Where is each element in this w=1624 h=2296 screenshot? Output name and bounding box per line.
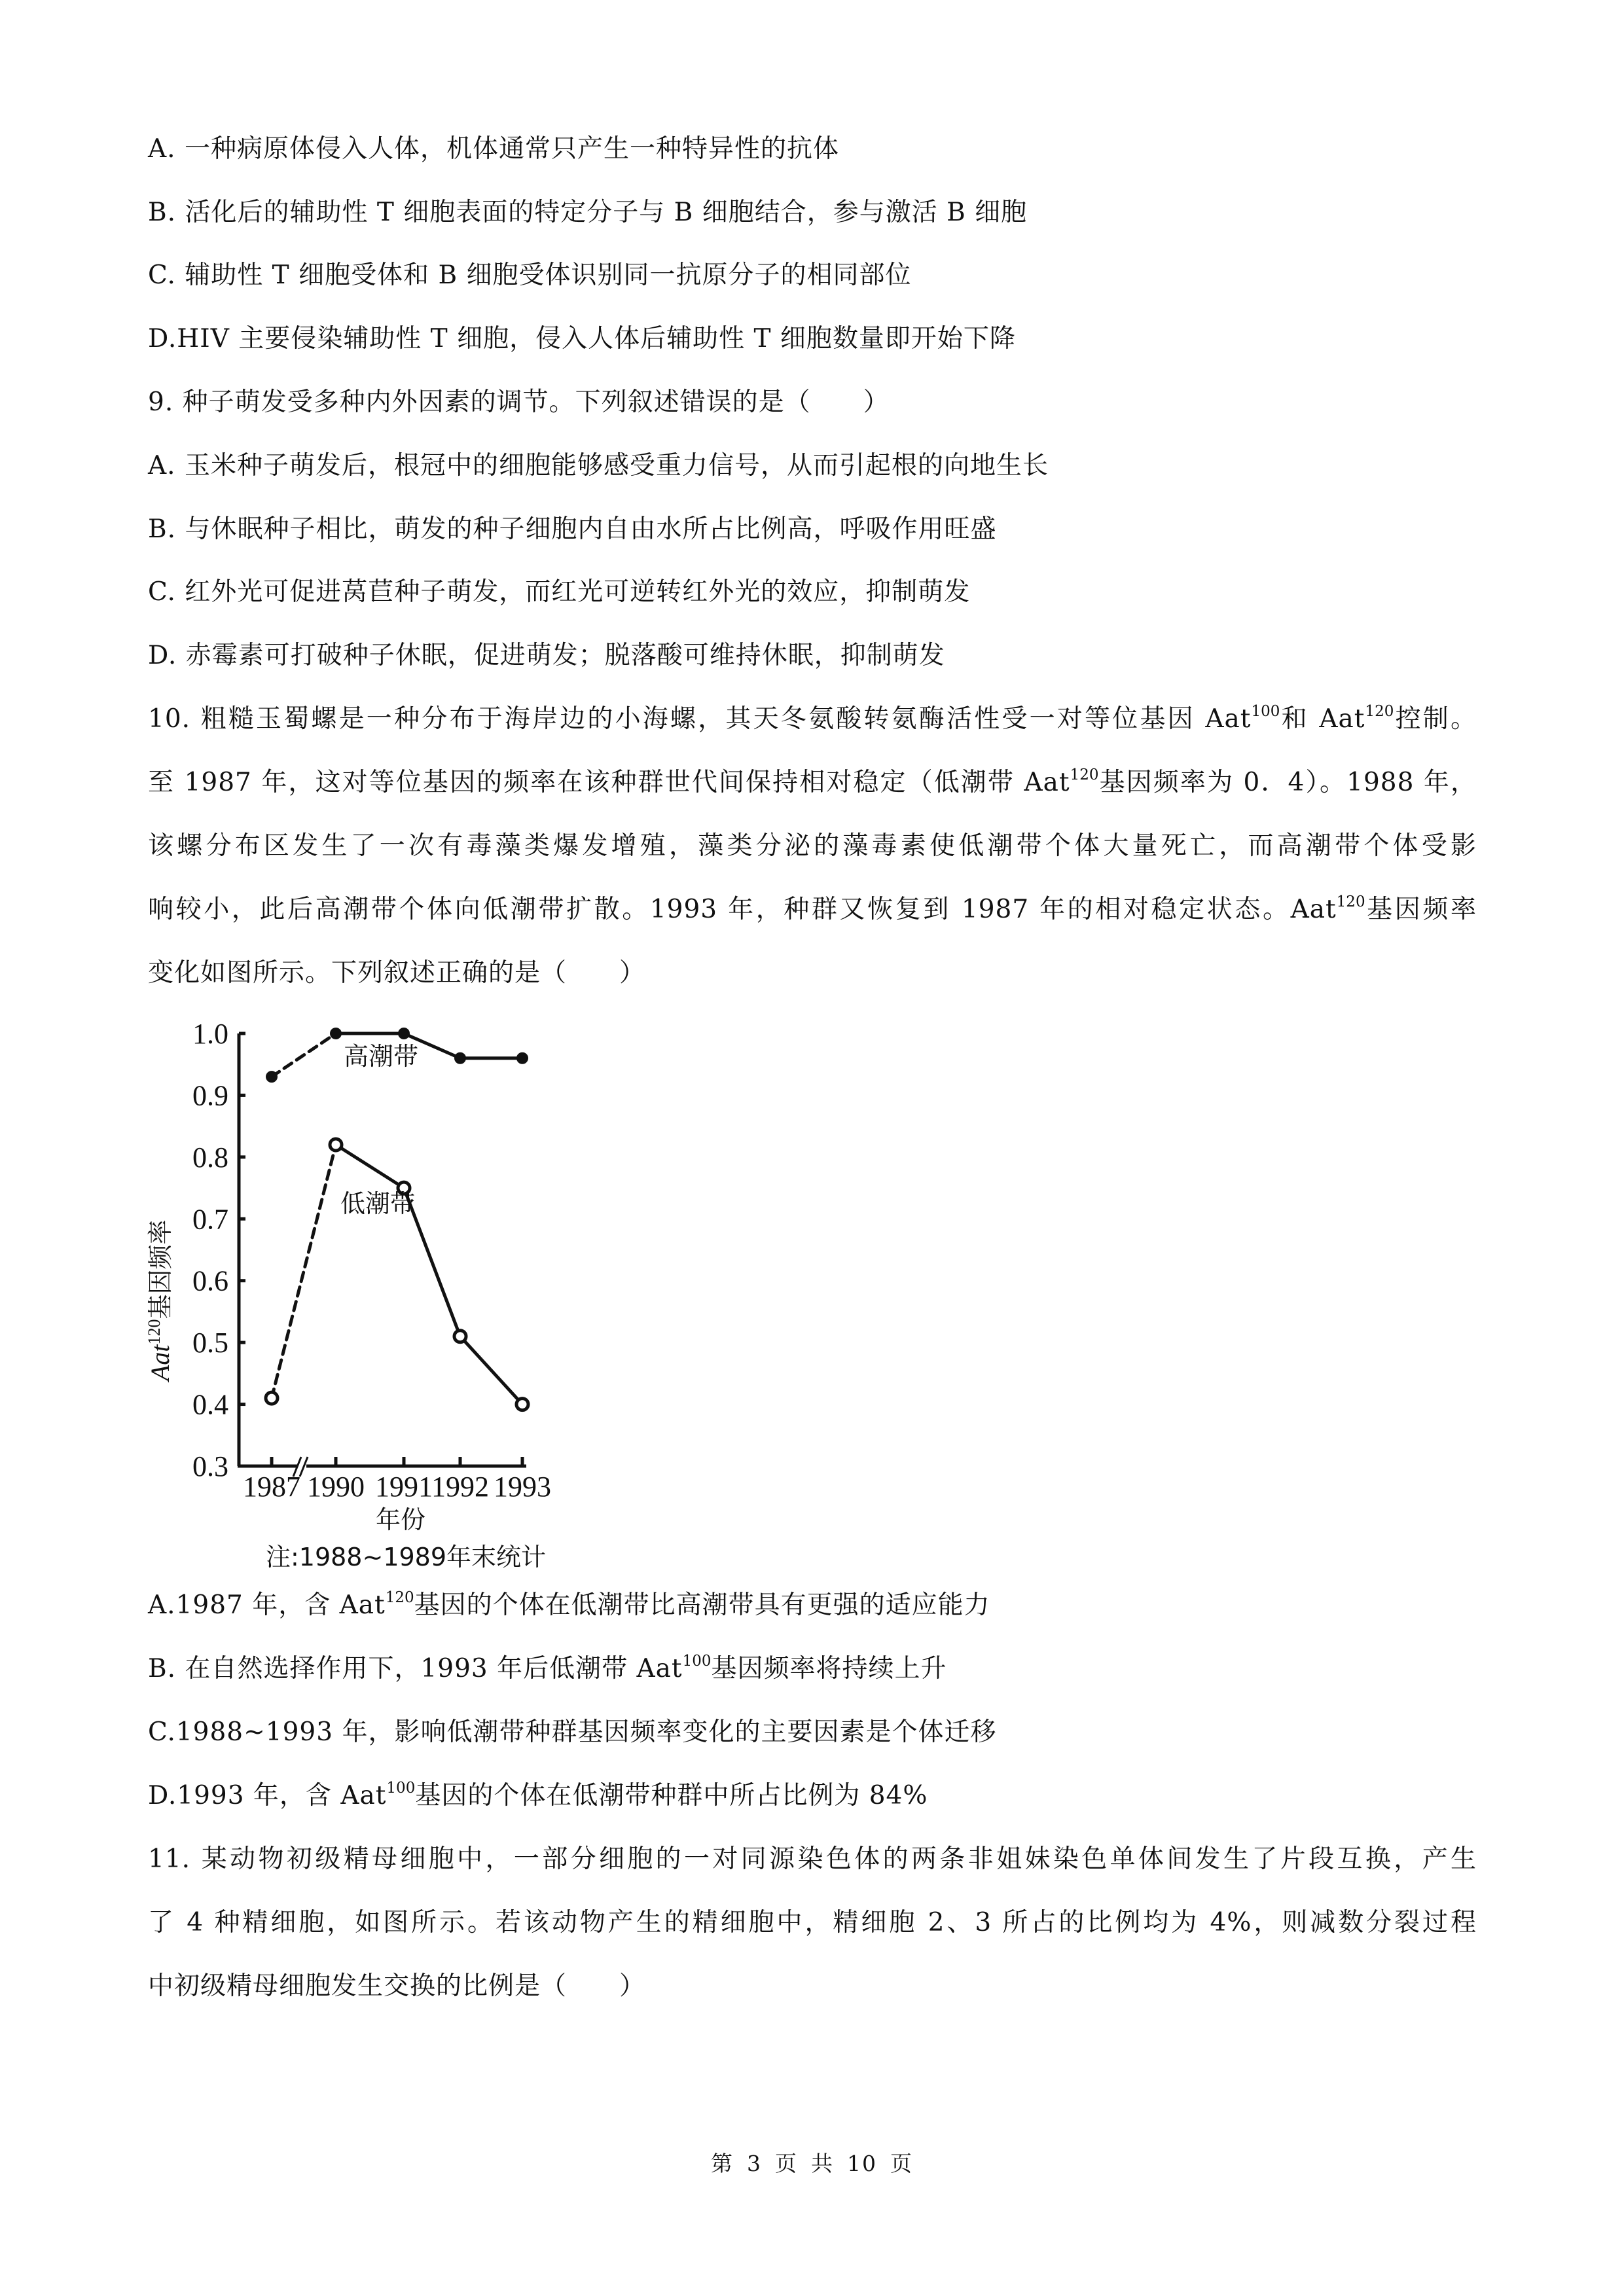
chart-axes <box>192 1018 551 1503</box>
page-total: 10 <box>847 2151 877 2176</box>
svg-text:Aat120基因频率 <box>145 1219 175 1383</box>
q10-option-c <box>148 1716 996 1749</box>
option-text: 1993 年，含 Aat <box>177 1781 387 1810</box>
option-label: C. <box>148 577 176 607</box>
option-text: HIV 主要侵染辅助性 T 细胞，侵入人体后辅助性 T 细胞数量即开始下降 <box>177 324 1016 353</box>
superscript: 120 <box>1365 703 1394 720</box>
x-tick-label: 1990 <box>307 1471 365 1503</box>
q9-option-b <box>148 513 996 546</box>
x-tick-label: 1993 <box>494 1471 551 1503</box>
series-segment-low-tide <box>460 1336 522 1405</box>
option-text: 基因的个体在低潮带种群中所占比例为 84% <box>415 1781 928 1810</box>
q8-option-d <box>148 323 1016 355</box>
option-text: 一种病原体侵入人体，机体通常只产生一种特异性的抗体 <box>184 134 839 164</box>
option-label: A. <box>148 451 176 480</box>
series-segment-high-tide <box>272 1033 336 1077</box>
data-point-low-tide <box>516 1399 528 1410</box>
option-text: 与休眠种子相比，萌发的种子细胞内自由水所占比例高，呼吸作用旺盛 <box>185 514 997 544</box>
superscript: 120 <box>385 1589 414 1606</box>
option-label: B. <box>148 514 177 544</box>
y-axis-title <box>145 1219 175 1383</box>
series-segment-low-tide <box>336 1145 404 1188</box>
chart-series <box>266 1028 528 1410</box>
data-point-low-tide <box>454 1331 466 1342</box>
x-tick-label: 1991 <box>375 1471 433 1503</box>
option-text: 辅助性 T 细胞受体和 B 细胞受体识别同一抗原分子的相同部位 <box>185 260 912 290</box>
superscript: 100 <box>386 1780 416 1797</box>
data-point-high-tide <box>399 1028 409 1039</box>
option-label: D. <box>148 324 177 353</box>
q10-option-a <box>148 1589 990 1625</box>
q8-option-b <box>148 196 1027 229</box>
text: 基因频率为 0．4）。1988 年， <box>1098 768 1477 797</box>
footer-text: 共 <box>811 2151 834 2176</box>
option-label: C. <box>148 1717 176 1747</box>
text: 和 Aat <box>1280 704 1365 734</box>
data-point-low-tide <box>266 1392 278 1404</box>
y-tick-label: 0.3 <box>192 1450 228 1482</box>
option-text: 在自然选择作用下，1993 年后低潮带 Aat <box>185 1654 683 1683</box>
option-text: 1987 年，含 Aat <box>175 1590 386 1620</box>
series-label-low-tide: 低潮带 <box>340 1189 416 1218</box>
x-tick-label: 1992 <box>431 1471 489 1503</box>
x-axis-title: 年份 <box>375 1505 426 1534</box>
q10-stem-line-5: 变化如图所示。下列叙述正确的是（ ） <box>148 958 646 988</box>
option-text: 活化后的辅助性 T 细胞表面的特定分子与 B 细胞结合，参与激活 B 细胞 <box>185 198 1028 227</box>
option-label: C. <box>148 260 176 290</box>
q10-stem-line-3: 该螺分布区发生了一次有毒藻类爆发增殖，藻类分泌的藻毒素使低潮带个体大量死亡，而高潮带个体受影 <box>148 831 1477 861</box>
superscript: 100 <box>682 1653 712 1670</box>
footer-text: 页 <box>890 2151 913 2176</box>
option-text: 基因的个体在低潮带比高潮带具有更强的适应能力 <box>414 1590 990 1620</box>
option-label: B. <box>148 198 177 227</box>
q11-stem-line-3: 中初级精母细胞发生交换的比例是（ ） <box>148 1971 646 2001</box>
option-label: A. <box>148 134 176 164</box>
footer-text: 页 <box>775 2151 798 2176</box>
q9-option-c <box>148 576 970 609</box>
page-number: 3 <box>747 2151 762 2176</box>
text: 控制。 <box>1394 704 1477 734</box>
chart-note: 注:1988~1989年末统计 <box>265 1543 547 1571</box>
text: 至 1987 年，这对等位基因的频率在该种群世代间保持相对稳定（低潮带 Aat <box>148 768 1070 797</box>
y-axis-title-rest: 基因频率 <box>146 1219 175 1319</box>
x-tick-label: 1987 <box>243 1471 300 1503</box>
q9-option-d <box>148 639 945 672</box>
data-point-high-tide <box>455 1053 465 1064</box>
y-tick-label: 0.6 <box>192 1265 228 1297</box>
q10-stem-line-4 <box>148 893 1477 929</box>
option-text: 红外光可促进莴苣种子萌发，而红光可逆转红外光的效应，抑制萌发 <box>185 577 971 607</box>
option-label: D. <box>148 641 177 670</box>
option-text: 玉米种子萌发后，根冠中的细胞能够感受重力信号，从而引起根的向地生长 <box>184 451 1049 480</box>
y-tick-label: 1.0 <box>192 1018 228 1050</box>
q11-stem-line-2: 了 4 种精细胞，如图所示。若该动物产生的精细胞中，精细胞 2、3 所占的比例均为 4%，则减数分裂过程 <box>148 1908 1477 1937</box>
page-footer <box>0 2147 1624 2178</box>
option-text: 基因频率将持续上升 <box>711 1654 947 1683</box>
q10-stem-line-1 <box>148 703 1477 739</box>
superscript: 100 <box>1251 703 1280 720</box>
option-text: 赤霉素可打破种子休眠，促进萌发；脱落酸可维持休眠，抑制萌发 <box>185 641 945 670</box>
y-tick-label: 0.7 <box>192 1203 228 1236</box>
y-tick-label: 0.5 <box>192 1327 228 1359</box>
q8-option-c <box>148 259 912 292</box>
data-point-high-tide <box>266 1071 277 1082</box>
q10-option-d <box>148 1780 928 1816</box>
y-axis-title-italic: Aat <box>145 1344 175 1381</box>
q10-option-b <box>148 1653 947 1689</box>
y-tick-label: 0.9 <box>192 1079 228 1112</box>
q11-stem-line-1: 11. 某动物初级精母细胞中，一部分细胞的一对同源染色体的两条非姐妹染色单体间发生了片段互换，产生 <box>148 1844 1477 1874</box>
q10-stem-line-2 <box>148 766 1477 802</box>
data-point-low-tide <box>330 1139 342 1151</box>
q9-option-a <box>148 450 1049 482</box>
footer-text: 第 <box>711 2151 734 2176</box>
option-text: 1988~1993 年，影响低潮带种群基因频率变化的主要因素是个体迁移 <box>175 1717 997 1747</box>
option-label: A. <box>148 1590 176 1620</box>
superscript: 120 <box>1336 893 1365 910</box>
gene-frequency-chart <box>144 1008 615 1577</box>
series-label-high-tide: 高潮带 <box>344 1042 419 1071</box>
data-point-high-tide <box>517 1053 528 1064</box>
option-label: B. <box>148 1654 177 1683</box>
y-tick-label: 0.4 <box>192 1388 228 1421</box>
q9-stem: 9. 种子萌发受多种内外因素的调节。下列叙述错误的是（ ） <box>148 387 890 417</box>
text: 10. 粗糙玉蜀螺是一种分布于海岸边的小海螺，其天冬氨酸转氨酶活性受一对等位基因 Aat <box>148 704 1252 734</box>
option-label: D. <box>148 1781 177 1810</box>
superscript: 120 <box>1070 766 1099 783</box>
y-axis-title-sup: 120 <box>145 1319 164 1345</box>
data-point-high-tide <box>331 1028 341 1039</box>
q8-option-a <box>148 133 839 166</box>
series-segment-low-tide <box>272 1145 336 1398</box>
text: 响较小，此后高潮带个体向低潮带扩散。1993 年，种群又恢复到 1987 年的相对稳定状态。Aat <box>148 895 1337 924</box>
y-tick-label: 0.8 <box>192 1141 228 1174</box>
text: 基因频率 <box>1365 895 1477 924</box>
